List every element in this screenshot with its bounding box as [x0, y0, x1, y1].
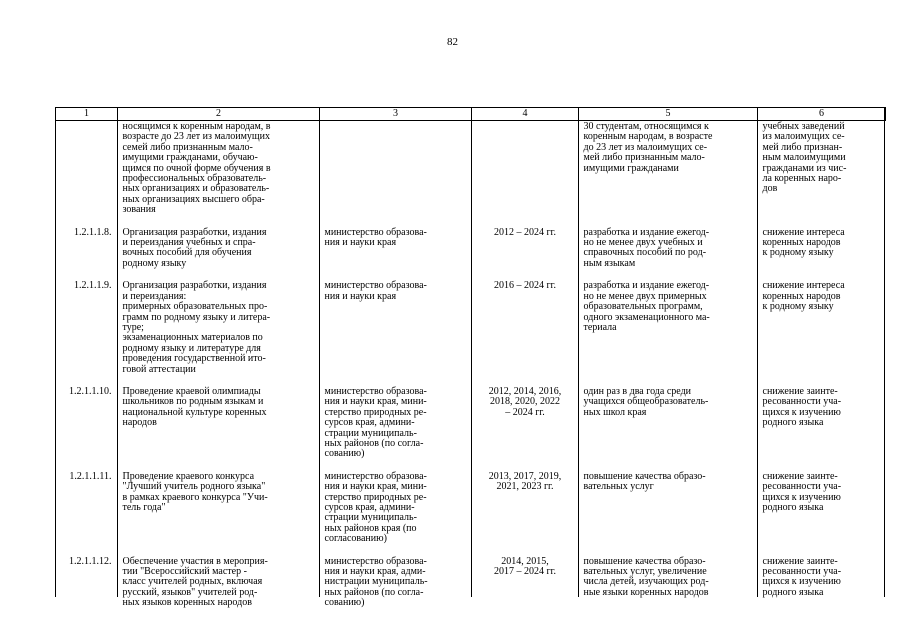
- measure-description-cell: [118, 226, 320, 280]
- measure-number-cell: [56, 226, 118, 280]
- non-fulfilment-consequence: учебных заведений из малоимущих се- мей либо признан- ным малоимущими гражданами из чис- ла коренных наро- дов: [762, 121, 847, 195]
- measures-table: [55, 107, 886, 619]
- measure-description-cell: [118, 470, 320, 555]
- table-row: [56, 226, 886, 280]
- measure-executor-cell: [320, 555, 472, 619]
- measure-period: 2013, 2017, 2019, 2021, 2023 гг.: [488, 470, 562, 493]
- table-header: [56, 108, 886, 121]
- non-fulfilment-consequence-cell: [758, 555, 886, 619]
- measure-number: 1.2.1.1.9.: [74, 280, 112, 292]
- non-fulfilment-consequence-cell: [758, 385, 886, 470]
- measure-number: 1.2.1.1.8.: [74, 226, 112, 238]
- expected-result: разработка и издание ежегод- но не менее двух учебных и справочных пособий по род- ным языкам: [583, 226, 710, 269]
- non-fulfilment-consequence: снижение заинте- ресованности уча- щихся к изучению родного языка: [762, 555, 842, 598]
- measure-number-cell: [56, 279, 118, 385]
- measure-executor-cell: [320, 470, 472, 555]
- expected-result: повышение качества образо- вательных услуг, увеличение числа детей, изучающих род- ные языки коренных народов: [583, 555, 709, 598]
- measure-executor: министерство образова- ния и науки края: [324, 280, 427, 302]
- non-fulfilment-consequence-cell: [758, 121, 886, 226]
- non-fulfilment-consequence-cell: [758, 279, 886, 385]
- column-number: 6: [758, 108, 886, 121]
- expected-result: повышение качества образо- вательных услуг: [583, 470, 706, 493]
- column-number-row: [56, 108, 886, 121]
- measure-period: 2016 – 2024 гг.: [493, 280, 557, 292]
- column-number: 2: [118, 108, 320, 121]
- measure-executor: министерство образова- ния и науки края, мини- стерство природных ре- сурсов края, админи- страции муниципаль- ных районов края (по согласованию): [324, 470, 427, 545]
- non-fulfilment-consequence-cell: [758, 470, 886, 555]
- expected-result-cell: [579, 226, 758, 280]
- measure-description: Проведение краевого конкурса "Лучший учитель родного языка" в рамках краевого конкурса "Учи- тель года": [122, 470, 268, 513]
- measure-description: Обеспечение участия в мероприя- тии "Всероссийский мастер - класс учителей родных, включая русский, языков" учителей род- ных языков коренных народов: [122, 555, 268, 609]
- measure-period-cell: [472, 470, 579, 555]
- expected-result: разработка и издание ежегод- но не менее двух примерных образовательных программ, одного экзаменационного ма- териала: [583, 280, 710, 333]
- measure-period: 2014, 2015, 2017 – 2024 гг.: [493, 555, 557, 578]
- expected-result-cell: [579, 555, 758, 619]
- table-body: [56, 121, 886, 619]
- non-fulfilment-consequence: снижение интереса коренных народов к родному языку: [762, 226, 845, 259]
- measure-number: 1.2.1.1.12.: [69, 555, 112, 567]
- measure-description: Организация разработки, издания и переиздания учебных и спра- вочных пособий для обучения родному языку: [122, 226, 267, 269]
- table-row: [56, 279, 886, 385]
- measure-executor-cell: [320, 226, 472, 280]
- non-fulfilment-consequence: снижение заинте- ресованности уча- щихся к изучению родного языка: [762, 385, 842, 429]
- table-row: [56, 121, 886, 226]
- measure-description-cell: [118, 121, 320, 226]
- measure-description-cell: [118, 279, 320, 385]
- measure-number-cell: [56, 121, 118, 226]
- non-fulfilment-consequence: снижение заинте- ресованности уча- щихся к изучению родного языка: [762, 470, 842, 513]
- measure-executor: министерство образова- ния и науки края: [324, 226, 427, 249]
- measure-executor: министерство образова- ния и науки края, адми- нистрации муниципаль- ных районов (по согла- сованию): [324, 555, 428, 609]
- measure-period-cell: [472, 385, 579, 470]
- measure-period-cell: [472, 279, 579, 385]
- measure-period: 2012, 2014, 2016, 2018, 2020, 2022 – 2024 гг.: [488, 385, 562, 418]
- measure-period: 2012 – 2024 гг.: [493, 226, 557, 238]
- measure-number: 1.2.1.1.10.: [69, 385, 112, 397]
- measure-period-cell: [472, 226, 579, 280]
- column-number: 5: [579, 108, 758, 121]
- measure-period-cell: [472, 555, 579, 619]
- measure-description: Проведение краевой олимпиады школьников по родным языкам и национальной культуре коренных народов: [122, 385, 267, 429]
- column-number: 4: [472, 108, 579, 121]
- measure-number-cell: [56, 555, 118, 619]
- column-number: 3: [320, 108, 472, 121]
- measure-executor-cell: [320, 121, 472, 226]
- expected-result: один раз в два года среди учащихся общеобразователь- ных школ края: [583, 385, 709, 418]
- measure-number-cell: [56, 385, 118, 470]
- measure-description: Организация разработки, издания и переиздания: примерных образовательных про- грамм по родному языку и литера- туре; экзаменационных материалов по родному языку и литературе для проведения государственной ито- говой аттестации: [122, 280, 271, 375]
- measure-number-cell: [56, 470, 118, 555]
- measure-executor-cell: [320, 385, 472, 470]
- page-number: 82: [447, 36, 458, 48]
- measure-number: 1.2.1.1.11.: [69, 470, 112, 482]
- measure-executor-cell: [320, 279, 472, 385]
- non-fulfilment-consequence: снижение интереса коренных народов к родному языку: [762, 280, 845, 313]
- measure-description: носящимся к коренным народам, в возрасте до 23 лет из малоимущих семей либо признанным мало- имущими гражданами, обучаю- щимся по очной форме обучения в профессиональных образователь- ных организациях и образователь- ных организациях высшего обра- зования: [122, 121, 271, 216]
- expected-result-cell: [579, 279, 758, 385]
- table-row: [56, 470, 886, 555]
- expected-result-cell: [579, 385, 758, 470]
- measure-description-cell: [118, 385, 320, 470]
- measure-executor: министерство образова- ния и науки края, мини- стерство природных ре- сурсов края, админи- страции муниципаль- ных районов (по согла- сованию): [324, 385, 427, 460]
- table-row: [56, 385, 886, 470]
- table-row: [56, 555, 886, 619]
- measure-description-cell: [118, 555, 320, 619]
- column-number: 1: [56, 108, 118, 121]
- expected-result-cell: [579, 470, 758, 555]
- expected-result-cell: [579, 121, 758, 226]
- measure-period-cell: [472, 121, 579, 226]
- expected-result: 30 студентам, относящимся к коренным народам, в возрасте до 23 лет из малоимущих се- мей либо признанным мало- имущими гражданами: [583, 121, 713, 174]
- non-fulfilment-consequence-cell: [758, 226, 886, 280]
